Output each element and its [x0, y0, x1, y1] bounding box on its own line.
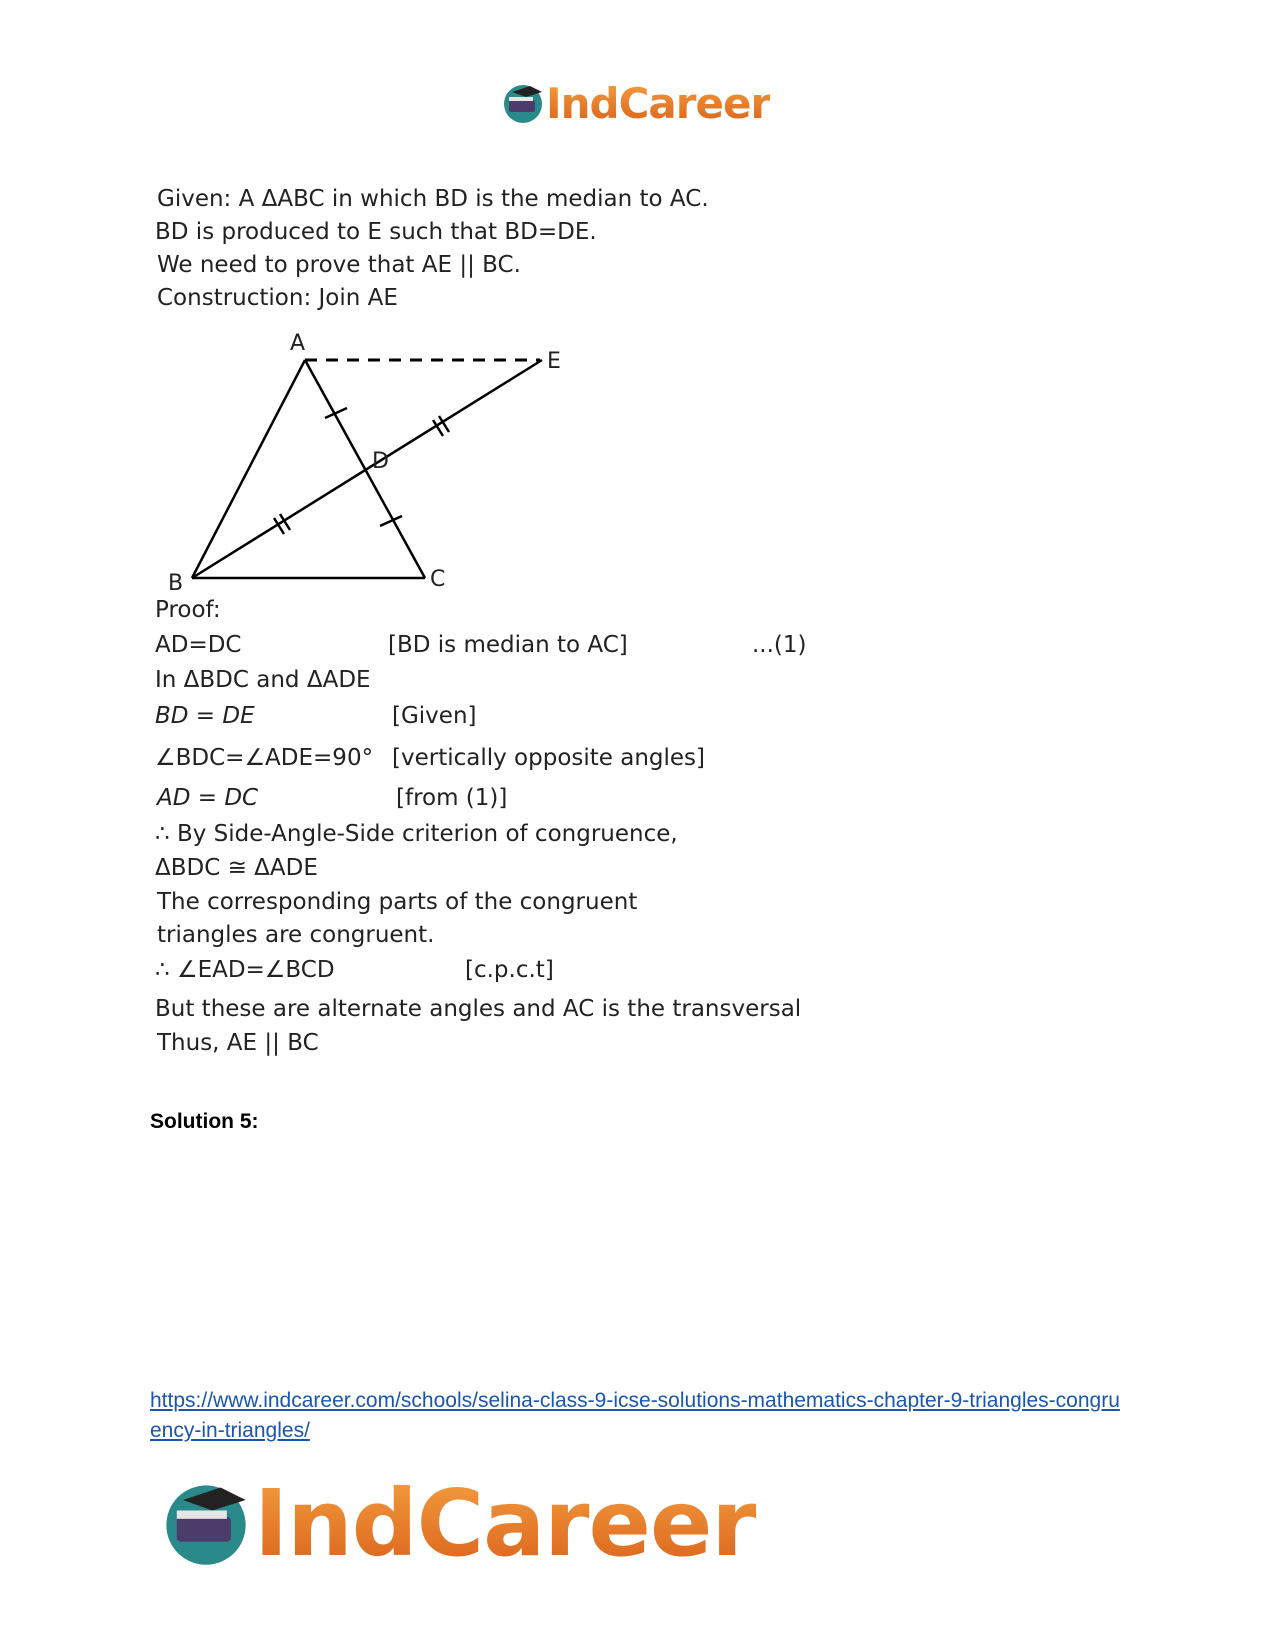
- logo-text: IndCareer: [254, 1469, 756, 1577]
- proof-line-2: In ΔBDC and ΔADE: [155, 667, 371, 693]
- proof-heading: Proof:: [155, 597, 221, 623]
- logo-globe-icon: [500, 80, 546, 126]
- given-line-1: Given: A ΔABC in which BD is the median to AC.: [157, 186, 709, 212]
- proof-reason-1: [BD is median to AC]: [388, 632, 628, 658]
- proof-line-11: But these are alternate angles and AC is the transversal: [155, 996, 802, 1022]
- label-b: B: [168, 571, 184, 595]
- footer-link[interactable]: https://www.indcareer.com/schools/selina-class-9-icse-solutions-mathematics-chapter-9-triangles-congruency-in-triangles/: [150, 1389, 1120, 1442]
- proof-reason-10: [c.p.c.t]: [465, 957, 554, 983]
- logo-text: IndCareer: [546, 78, 771, 128]
- logo-globe-icon: [158, 1475, 254, 1571]
- label-c: C: [430, 567, 446, 592]
- proof-reason-4: [vertically opposite angles]: [392, 745, 706, 771]
- proof-statement-1: AD=DC: [155, 632, 242, 658]
- proof-line-12: Thus, AE || BC: [157, 1030, 319, 1056]
- proof-ref-1: ...(1): [752, 632, 807, 658]
- proof-line-8: The corresponding parts of the congruent: [157, 889, 638, 915]
- given-line-4: Construction: Join AE: [157, 285, 398, 311]
- triangle-figure: [150, 320, 590, 595]
- proof-line-6: ∴ By Side-Angle-Side criterion of congruence,: [155, 821, 678, 847]
- proof-reason-5: [from (1)]: [396, 785, 508, 811]
- proof-line-7: ΔBDC ≅ ΔADE: [155, 855, 318, 881]
- proof-statement-10: ∴ ∠EAD=∠BCD: [155, 957, 335, 983]
- segment-be: [192, 360, 542, 578]
- solution-heading: Solution 5:: [150, 1110, 259, 1133]
- label-a: A: [290, 331, 306, 356]
- given-line-2: BD is produced to E such that BD=DE.: [155, 219, 597, 245]
- label-e: E: [547, 349, 561, 374]
- proof-reason-3: [Given]: [392, 703, 477, 729]
- logo-footer: [158, 1468, 756, 1578]
- segment-ab: [192, 360, 305, 578]
- logo-header: [500, 78, 770, 128]
- proof-statement-5: AD = DC: [157, 785, 259, 811]
- proof-statement-4: ∠BDC=∠ADE=90°: [155, 745, 374, 771]
- label-d: D: [372, 449, 389, 474]
- proof-statement-3: BD = DE: [155, 703, 255, 729]
- given-line-3: We need to prove that AE || BC.: [157, 252, 521, 278]
- proof-line-9: triangles are congruent.: [157, 922, 435, 948]
